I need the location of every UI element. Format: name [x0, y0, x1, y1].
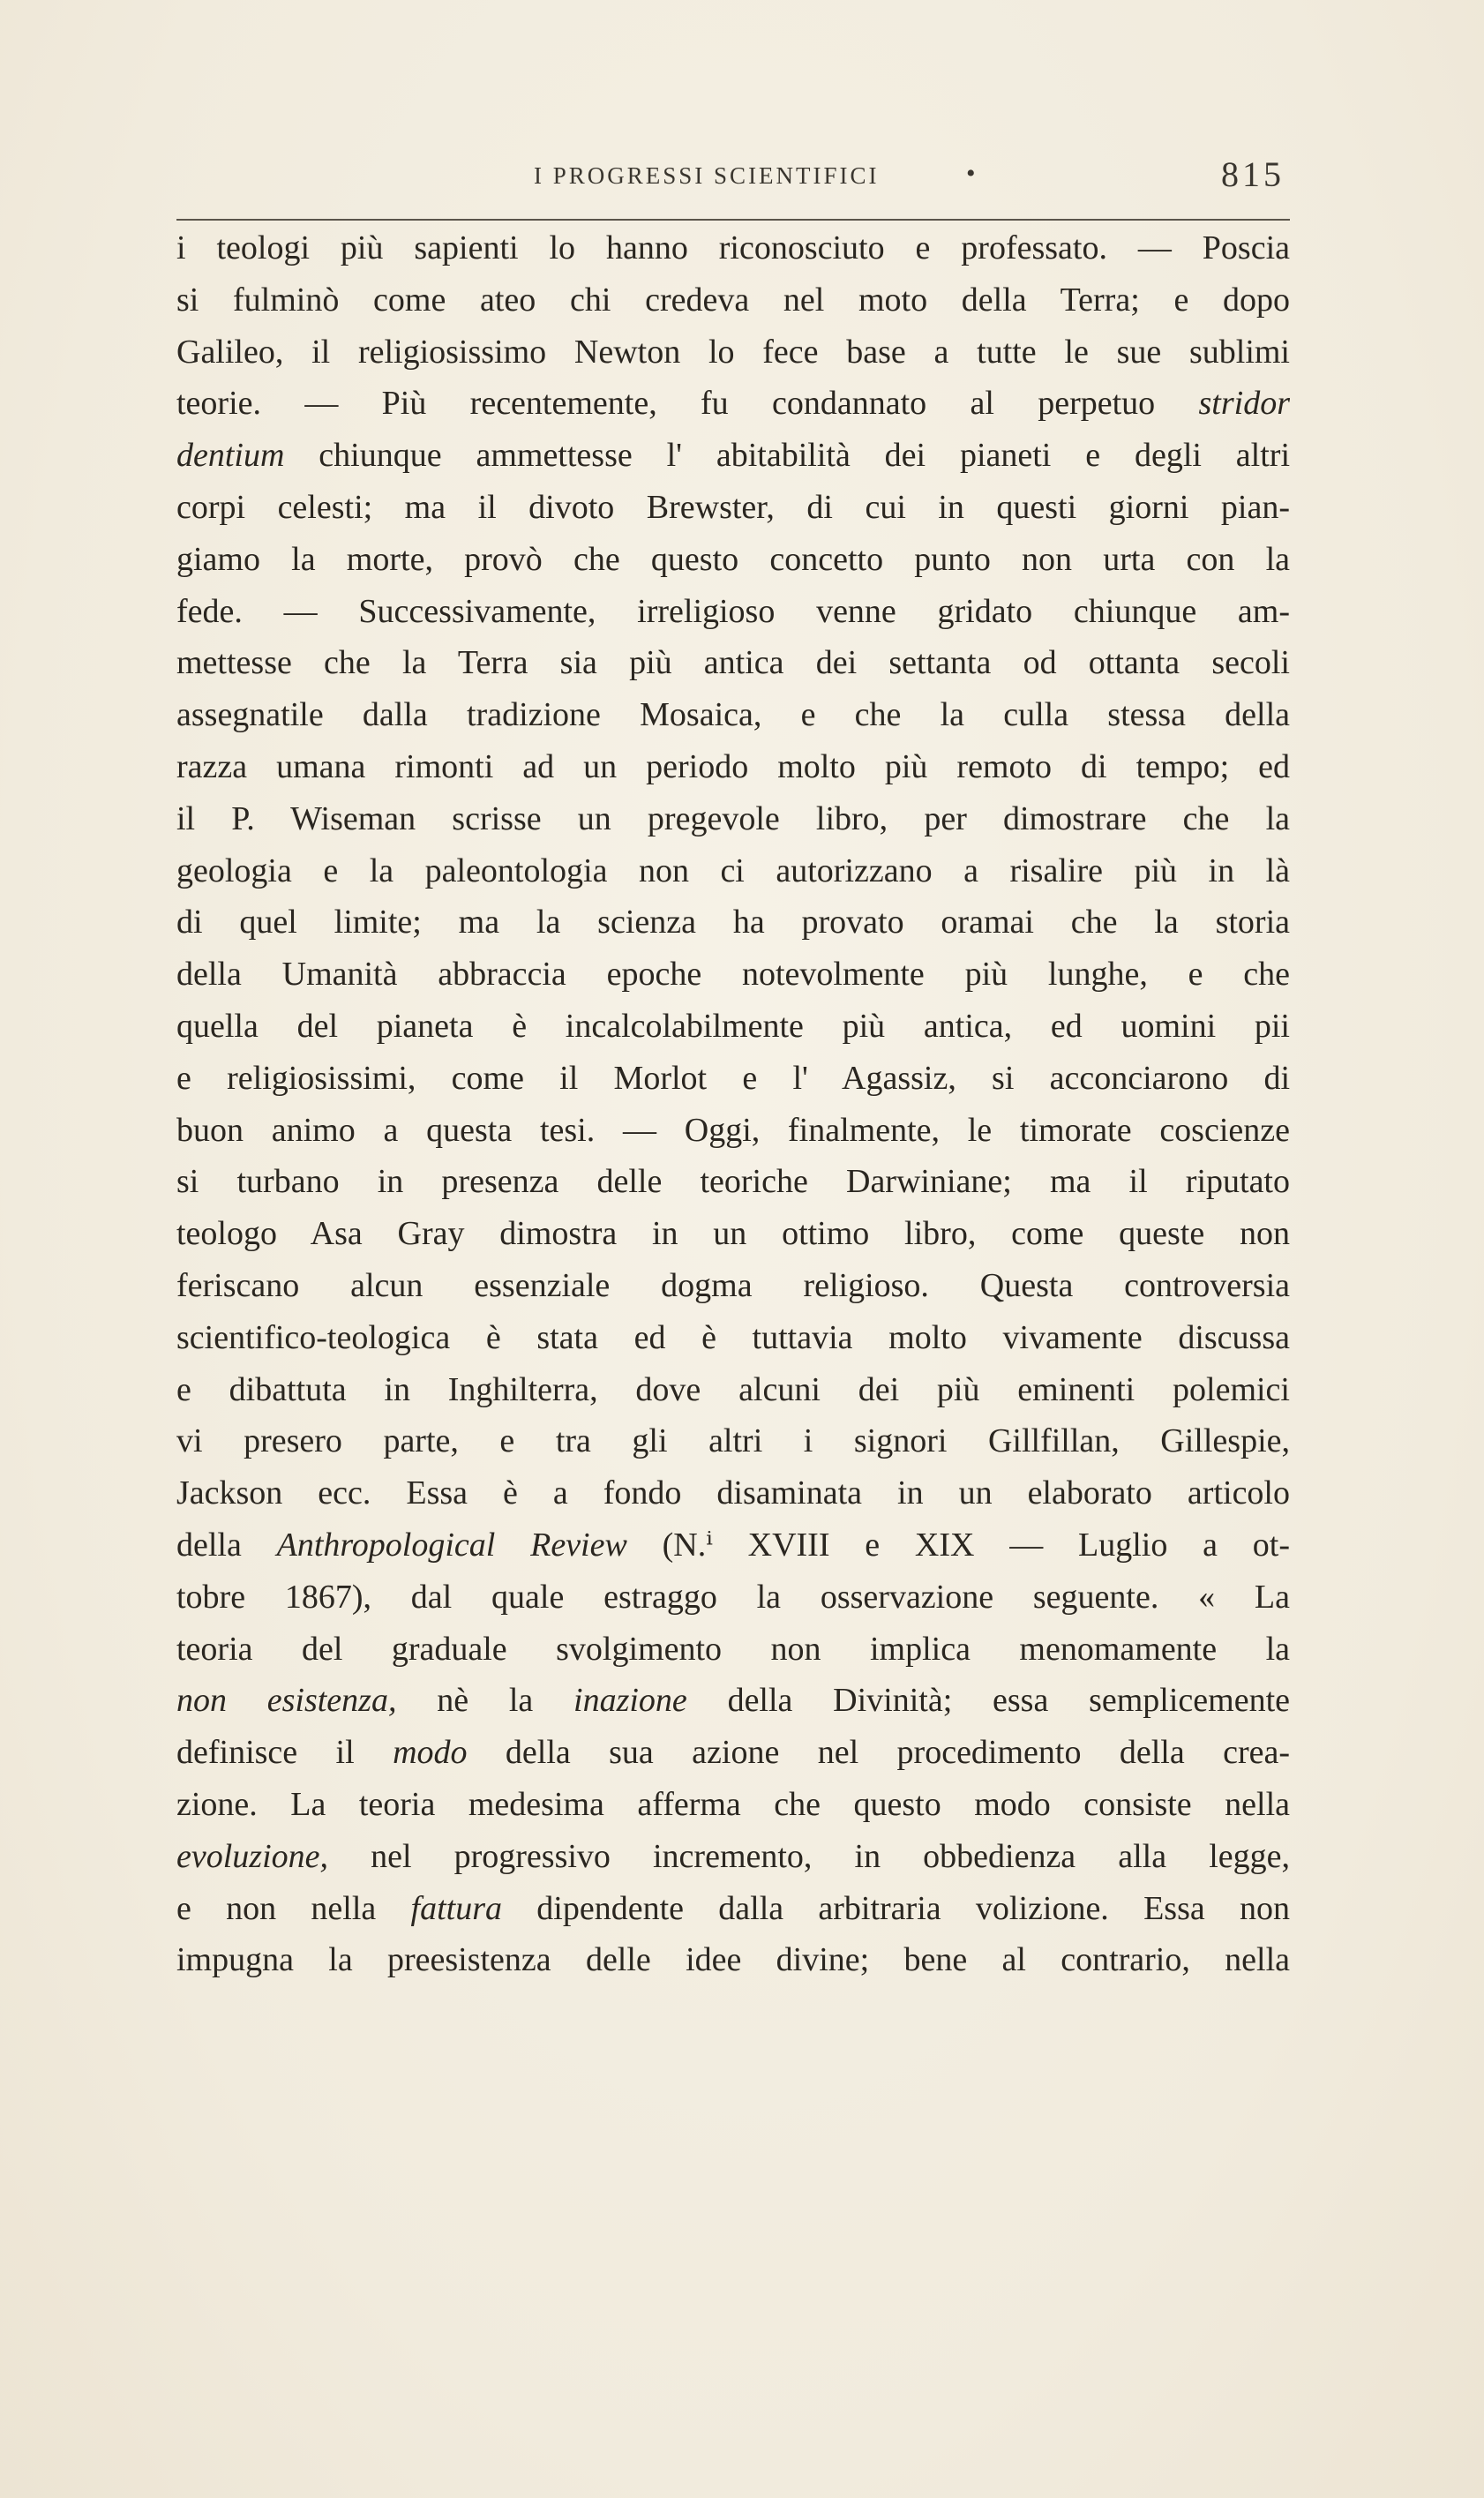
text-run: quella del pianeta è incalcolabilmente più antica, ed uomini pii: [176, 1007, 1290, 1045]
running-title: I PROGRESSI SCIENTIFICI: [534, 162, 880, 189]
text-run: teoria del graduale svolgimento non implica menomamente la: [176, 1630, 1290, 1668]
body-text: [176, 222, 1290, 1986]
italic-text: Anthropological Review: [276, 1526, 627, 1564]
text-line: [176, 1312, 1290, 1364]
italic-text: non esistenza,: [176, 1682, 397, 1720]
text-run: e non nella: [176, 1889, 411, 1927]
text-line: [176, 1883, 1290, 1935]
text-run: definisce il: [176, 1734, 393, 1772]
text-run: della: [176, 1526, 277, 1564]
text-line: [176, 1675, 1290, 1727]
text-line: [176, 1934, 1290, 1986]
italic-text: stridor: [1198, 385, 1290, 423]
text-run: feriscano alcun essenziale dogma religioso. Questa controversia: [176, 1266, 1290, 1304]
text-run: e religiosissimi, come il Morlot e l' Agassiz, si acconciarono di: [176, 1059, 1290, 1097]
text-run: geologia e la paleontologia non ci autorizzano a risalire più in là: [176, 851, 1290, 889]
text-line: [176, 586, 1290, 638]
text-run: teorie. — Più recentemente, fu condannato al perpetuo: [176, 385, 1199, 423]
text-line: [176, 845, 1290, 897]
text-line: [176, 1105, 1290, 1157]
text-line: [176, 1208, 1290, 1260]
text-run: razza umana rimonti ad un periodo molto più remoto di tempo; ed: [176, 747, 1290, 785]
text-run: tobre 1867), dal quale estraggo la osservazione seguente. « La: [176, 1578, 1290, 1616]
text-line: [176, 949, 1290, 1001]
text-run: (N.ⁱ XVIII e XIX — Luglio a ot-: [626, 1526, 1290, 1564]
text-run: della sua azione nel procedimento della crea-: [467, 1734, 1290, 1772]
text-run: fede. — Successivamente, irreligioso venne gridato chiunque am-: [176, 592, 1290, 630]
text-line: [176, 1156, 1290, 1208]
text-line: [176, 482, 1290, 534]
text-run: assegnatile dalla tradizione Mosaica, e che la culla stessa della: [176, 696, 1290, 734]
text-run: e dibattuta in Inghilterra, dove alcuni dei più eminenti polemici: [176, 1370, 1290, 1408]
text-run: Galileo, il religiosissimo Newton lo fece base a tutte le sue sublimi: [176, 333, 1290, 371]
text-line: [176, 1053, 1290, 1105]
page-header: [176, 154, 1290, 210]
text-line: [176, 793, 1290, 845]
text-run: vi presero parte, e tra gli altri i signori Gillfillan, Gillespie,: [176, 1422, 1290, 1460]
text-line: [176, 1779, 1290, 1831]
text-line: [176, 1364, 1290, 1416]
text-line: [176, 1831, 1290, 1883]
text-run: si fulminò come ateo chi credeva nel moto della Terra; e dopo: [176, 281, 1290, 319]
text-line: [176, 1001, 1290, 1053]
text-run: corpi celesti; ma il divoto Brewster, di cui in questi giorni pian-: [176, 488, 1290, 526]
header-separator: •: [966, 159, 976, 188]
text-run: dipendente dalla arbitraria volizione. Essa non: [502, 1889, 1290, 1927]
page-number: 815: [1221, 154, 1285, 194]
text-run: si turbano in presenza delle teoriche Darwiniane; ma il riputato: [176, 1163, 1290, 1201]
text-line: [176, 741, 1290, 793]
text-run: di quel limite; ma la scienza ha provato oramai che la storia: [176, 904, 1290, 941]
text-line: [176, 1624, 1290, 1676]
italic-text: modo: [393, 1734, 468, 1772]
text-run: chiunque ammettesse l' abitabilità dei pianeti e degli altri: [284, 437, 1290, 475]
text-line: [176, 1572, 1290, 1624]
text-run: impugna la preesistenza delle idee divine; bene al contrario, nella: [176, 1941, 1290, 1979]
text-run: giamo la morte, provò che questo concetto punto non urta con la: [176, 540, 1290, 578]
text-line: [176, 222, 1290, 274]
text-run: scientifico-teologica è stata ed è tuttavia molto vivamente discussa: [176, 1318, 1290, 1356]
text-line: [176, 637, 1290, 689]
italic-text: evoluzione,: [176, 1837, 329, 1875]
text-run: zione. La teoria medesima afferma che questo modo consiste nella: [176, 1785, 1290, 1823]
italic-text: fattura: [410, 1889, 503, 1927]
text-line: [176, 1519, 1290, 1572]
text-line: [176, 326, 1290, 379]
text-line: [176, 378, 1290, 430]
header-rule: [176, 219, 1290, 221]
text-run: della Divinità; essa semplicemente: [686, 1682, 1290, 1720]
text-line: [176, 430, 1290, 482]
italic-text: dentium: [176, 437, 285, 475]
text-run: teologo Asa Gray dimostra in un ottimo libro, come queste non: [176, 1215, 1290, 1253]
italic-text: inazione: [573, 1682, 687, 1720]
text-run: il P. Wiseman scrisse un pregevole libro, per dimostrare che la: [176, 799, 1290, 837]
text-line: [176, 534, 1290, 586]
text-line: [176, 274, 1290, 326]
text-run: mettesse che la Terra sia più antica dei settanta od ottanta secoli: [176, 644, 1290, 682]
text-run: nel progressivo incremento, in obbedienza alla legge,: [328, 1837, 1290, 1875]
text-run: della Umanità abbraccia epoche notevolmente più lunghe, e che: [176, 956, 1290, 994]
text-line: [176, 1467, 1290, 1519]
text-run: Jackson ecc. Essa è a fondo disaminata in un elaborato articolo: [176, 1474, 1290, 1512]
text-line: [176, 896, 1290, 949]
text-run: i teologi più sapienti lo hanno riconosciuto e professato. — Poscia: [176, 229, 1290, 266]
text-line: [176, 1415, 1290, 1467]
text-line: [176, 689, 1290, 741]
text-run: nè la: [396, 1682, 574, 1720]
text-line: [176, 1260, 1290, 1312]
text-line: [176, 1727, 1290, 1779]
text-run: buon animo a questa tesi. — Oggi, finalmente, le timorate coscienze: [176, 1111, 1290, 1149]
